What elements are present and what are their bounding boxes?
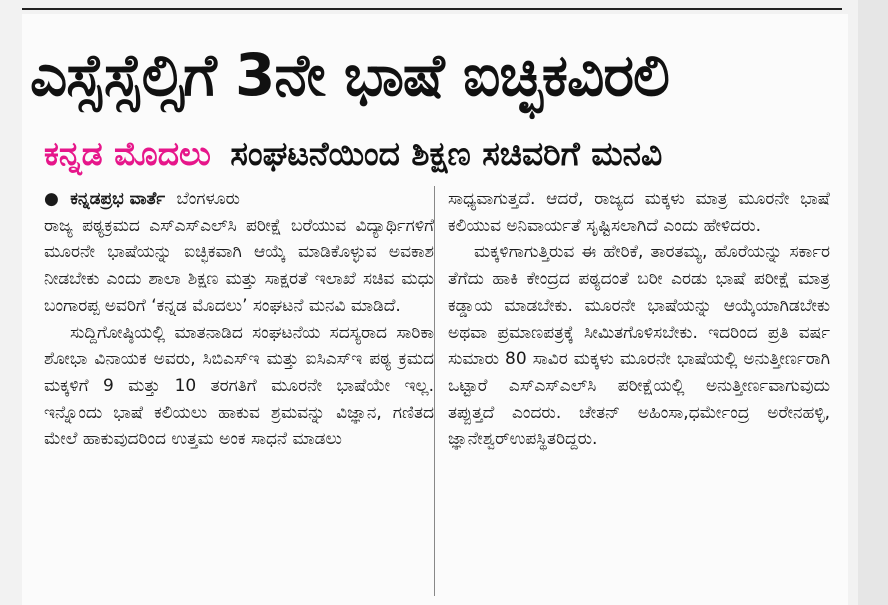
agency-name: ಕನ್ನಡಪ್ರಭ ವಾರ್ತೆ xyxy=(70,189,166,209)
subhead-accent: ಕನ್ನಡ ಮೊದಲು xyxy=(44,134,211,173)
subhead-text: ಸಂಘಟನೆಯಿಂದ ಶಿಕ್ಷಣ ಸಚಿವರಿಗೆ ಮನವಿ xyxy=(230,134,663,173)
paragraph-3: ಸಾಧ್ಯವಾಗುತ್ತದೆ. ಆದರೆ, ರಾಜ್ಯದ ಮಕ್ಕಳು ಮಾತ್ರ ಮೂರನೇ ಭಾಷೆ ಕಲಿಯುವ ಅನಿವಾರ್ಯತೆ ಸೃಷ್ಟಿಸಲಾಗಿದೆ ಎಂದು ಹೇಳಿದರು. xyxy=(448,189,830,236)
paragraph-2: ಸುದ್ದಿಗೋಷ್ಠಿಯಲ್ಲಿ ಮಾತನಾಡಿದ ಸಂಘಟನೆಯ ಸದಸ್ಯರಾದ ಸಾರಿಕಾ ಶೋಭಾ ವಿನಾಯಕ ಅವರು, ಸಿಬಿಎಸ್‌ಇ ಮತ್ತು ಐಸಿಎಸ್‌ಇ ಪಠ್ಯ ಕ್ರಮದ ಮಕ್ಕಳಿಗೆ 9 ಮತ್ತು 10 ತರಗತಿಗೆ ಮೂರನೇ ಭಾಷೆಯೇ ಇಲ್ಲ. ಇನ್ನೊಂದು ಭಾಷೆ ಕಲಿಯಲು ಹಾಕುವ ಶ್ರಮವನ್ನು ವಿಜ್ಞಾನ, ಗಣಿತದ ಮೇಲೆ ಹಾಕುವುದರಿಂದ ಉತ್ತಮ ಅಂಕ ಸಾಧನೆ ಮಾಡಲು xyxy=(44,322,434,450)
subheadline xyxy=(44,128,844,180)
dateline xyxy=(44,186,434,213)
top-rule xyxy=(22,8,842,10)
paragraph-4: ಮಕ್ಕಳಿಗಾಗುತ್ತಿರುವ ಈ ಹೇರಿಕೆ, ತಾರತಮ್ಯ, ಹೊರೆಯನ್ನು ಸರ್ಕಾರ ತೆಗೆದು ಹಾಕಿ ಕೇಂದ್ರದ ಪಠ್ಯದಂತೆ ಬರೀ ಎರಡು ಭಾಷೆ ಪರೀಕ್ಷೆ ಮಾತ್ರ ಕಡ್ಡಾಯ ಮಾಡಬೇಕು. ಮೂರನೇ ಭಾಷೆಯನ್ನು ಆಯ್ಕೆಯಾಗಿಡಬೇಕು ಅಥವಾ ಪ್ರಮಾಣಪತ್ರಕ್ಕೆ ಸೀಮಿತಗೊಳಿಸಬೇಕು. ಇದರಿಂದ ಪ್ರತಿ ವರ್ಷ ಸುಮಾರು 80 ಸಾವಿರ ಮಕ್ಕಳು ಮೂರನೇ ಭಾಷೆಯಲ್ಲಿ ಅನುತ್ತೀರ್ಣರಾಗಿ ಒಟ್ಟಾರೆ ಎಸ್‌ಎಸ್‌ಎಲ್‌ಸಿ ಪರೀಕ್ಷೆಯಲ್ಲಿ ಅನುತ್ತೀರ್ಣವಾಗುವುದು ತಪ್ಪುತ್ತದೆ ಎಂದರು. ಚೇತನ್ ಅಹಿಂಸಾ,ಧರ್ಮೇಂದ್ರ ಅರೇನಹಳ್ಳಿ, ಜ್ಞಾನೇಶ್ವರ್‌ಉಪಸ್ಥಿತರಿದ್ದರು. xyxy=(448,242,830,450)
left-column xyxy=(44,186,434,453)
page-edge xyxy=(858,0,888,605)
headline: ಎಸ್ಸೆಸ್ಸೆಲ್ಸಿಗೆ 3ನೇ ಭಾಷೆ ಐಚ್ಛಿಕವಿರಲಿ xyxy=(30,41,669,109)
paragraph-1: ರಾಜ್ಯ ಪಠ್ಯಕ್ರಮದ ಎಸ್‌ಎಸ್‌ಎಲ್‌ಸಿ ಪರೀಕ್ಷೆ ಬರೆಯುವ ವಿದ್ಯಾರ್ಥಿಗಳಿಗೆ ಮೂರನೇ ಭಾಷೆಯನ್ನು ಐಚ್ಛಿಕವಾಗಿ ಆಯ್ಕೆ ಮಾಡಿಕೊಳ್ಳುವ ಅವಕಾಶ ನೀಡಬೇಕು ಎಂದು ಶಾಲಾ ಶಿಕ್ಷಣ ಮತ್ತು ಸಾಕ್ಷರತೆ ಇಲಾಖೆ ಸಚಿವ ಮಧು ಬಂಗಾರಪ್ಪ ಅವರಿಗೆ ‘ಕನ್ನಡ ಮೊದಲು’ ಸಂಘಟನೆ ಮನವಿ ಮಾಡಿದೆ. xyxy=(44,215,434,316)
place-name: ಬೆಂಗಳೂರು xyxy=(176,189,240,209)
right-column xyxy=(448,186,830,453)
bullet: ● xyxy=(44,189,59,209)
column-divider xyxy=(434,186,435,596)
